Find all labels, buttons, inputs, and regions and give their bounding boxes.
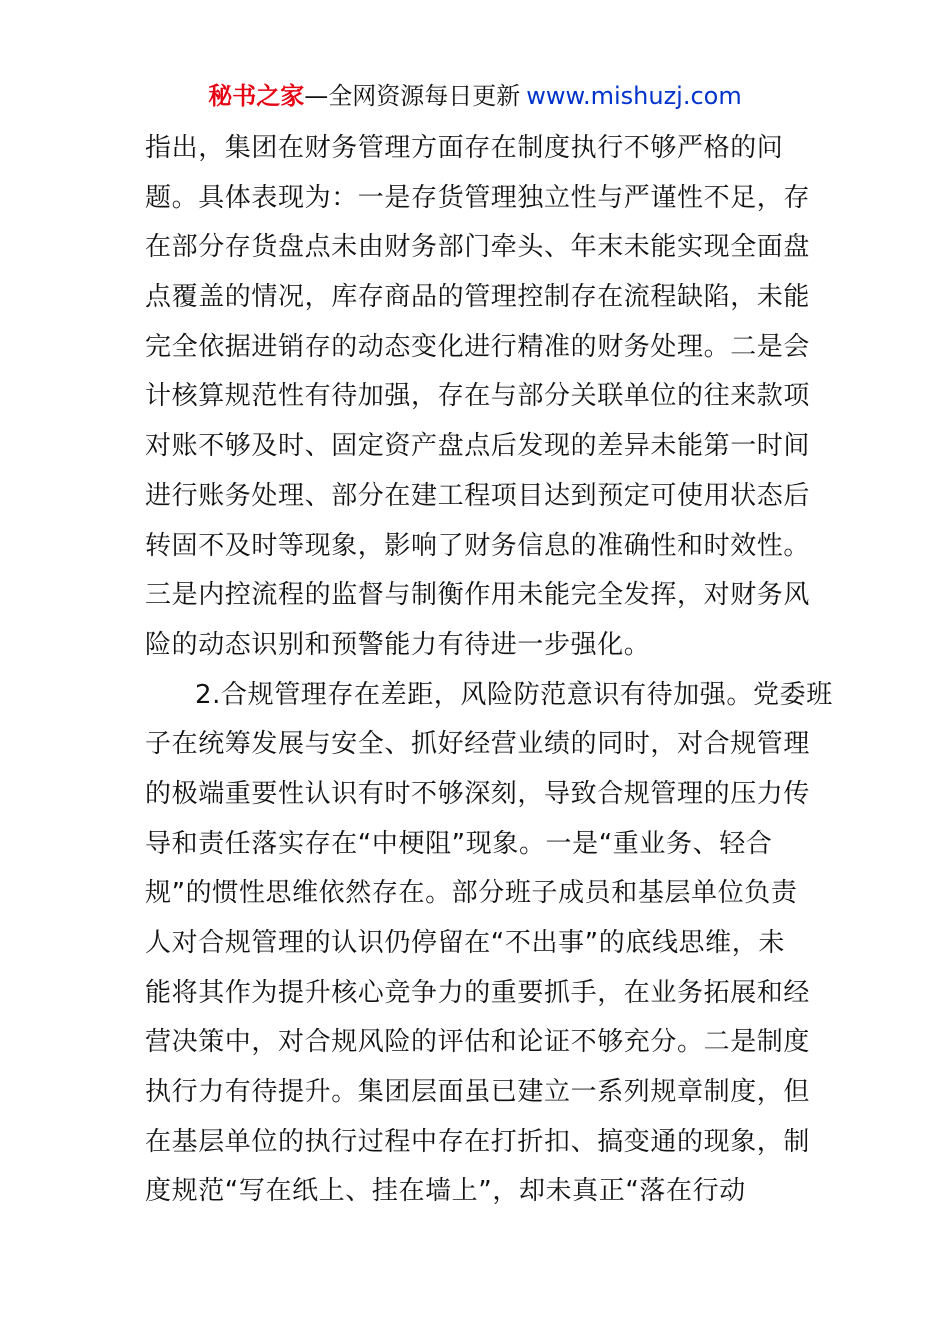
text-line: 三是内控流程的监督与制衡作用未能完全发挥，对财务风	[145, 580, 811, 611]
page-header	[0, 80, 950, 112]
document-body	[145, 124, 833, 1217]
header-tagline: —全网资源每日更新	[304, 82, 521, 110]
text-line: 险的动态识别和预警能力有待进一步强化。	[145, 629, 651, 660]
brand-name: 秘书之家	[208, 82, 305, 110]
text-line: 营决策中，对合规风险的评估和论证不够充分。二是制度	[145, 1027, 811, 1058]
text-line: 指出，集团在财务管理方面存在制度执行不够严格的问	[145, 133, 784, 163]
text-line: 对账不够及时、固定资产盘点后发现的差异未能第一时间	[145, 431, 811, 462]
text-line: 在基层单位的执行过程中存在打折扣、搞变通的现象，制	[145, 1126, 811, 1157]
text-line: 导和责任落实存在“中梗阻”现象。一是“重业务、轻合	[145, 828, 773, 859]
text-line: 子在统筹发展与安全、抓好经营业绩的同时，对合规管理	[145, 729, 811, 760]
text-line: 转固不及时等现象，影响了财务信息的准确性和时效性。	[145, 530, 811, 561]
text-line: 题。具体表现为：一是存货管理独立性与严谨性不足，存	[145, 182, 811, 213]
text-line: 能将其作为提升核心竞争力的重要抓手，在业务拓展和经	[145, 977, 811, 1008]
text-line: 人对合规管理的认识仍停留在“不出事”的底线思维，未	[145, 928, 785, 958]
site-url[interactable]: www.mishuzj.com	[526, 82, 742, 110]
text-line: 度规范“写在纸上、挂在墙上”，却未真正“落在行动	[145, 1176, 746, 1207]
text-line: 规”的惯性思维依然存在。部分班子成员和基层单位负责	[145, 878, 798, 909]
text-line: 计核算规范性有待加强，存在与部分关联单位的往来款项	[145, 381, 811, 412]
text-line: 的极端重要性认识有时不够深刻，导致合规管理的压力传	[145, 778, 811, 809]
text-line: 进行账务处理、部分在建工程项目达到预定可使用状态后	[145, 480, 811, 511]
text-line: 在部分存货盘点未由财务部门牵头、年末未能实现全面盘	[145, 232, 811, 263]
text-line: 执行力有待提升。集团层面虽已建立一系列规章制度，但	[145, 1077, 811, 1108]
text-line: 点覆盖的情况，库存商品的管理控制存在流程缺陷，未能	[145, 282, 811, 313]
paragraph-start-line: 2.合规管理存在差距，风险防范意识有待加强。党委班	[195, 679, 833, 710]
text-line: 完全依据进销存的动态变化进行精准的财务处理。二是会	[145, 331, 811, 362]
